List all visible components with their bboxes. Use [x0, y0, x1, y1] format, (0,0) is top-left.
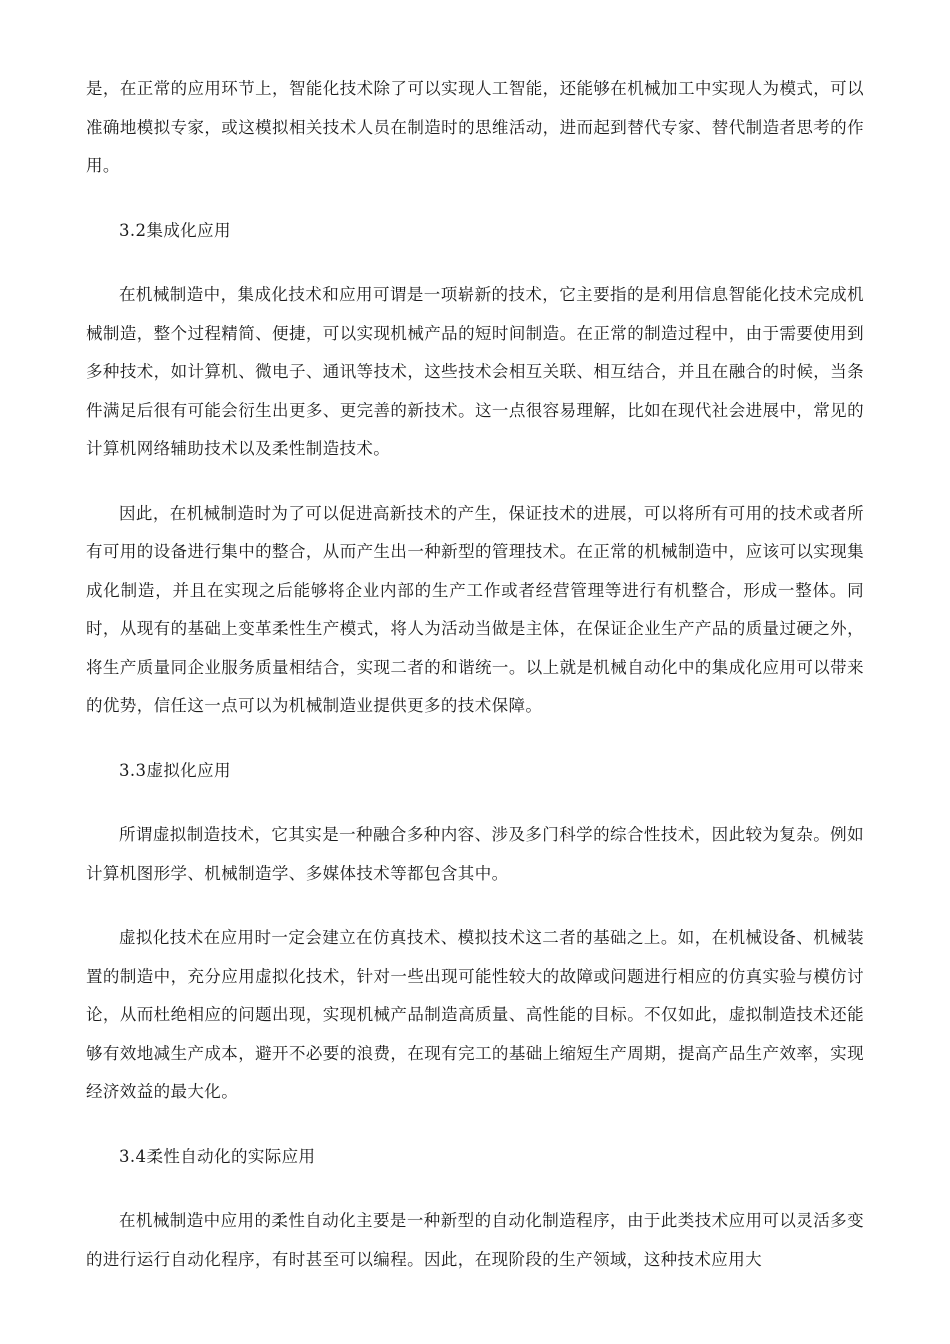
- section-heading-3-3: 3.3虚拟化应用: [119, 760, 231, 780]
- document-page: [86, 70, 864, 1305]
- paragraph-virtual-1: 所谓虚拟制造技术，它其实是一种融合多种内容、涉及多门科学的综合性技术，因此较为复杂。例如计算机图形学、机械制造学、多媒体技术等都包含其中。: [86, 825, 864, 883]
- paragraph-continuation: 是，在正常的应用环节上，智能化技术除了可以实现人工智能，还能够在机械加工中实现人为模式，可以准确地模拟专家，或这模拟相关技术人员在制造时的思维活动，进而起到替代专家、替代制造者思考的作用。: [86, 79, 864, 175]
- paragraph-integration-1: 在机械制造中，集成化技术和应用可谓是一项崭新的技术，它主要指的是利用信息智能化技术完成机械制造，整个过程精简、便捷，可以实现机械产品的短时间制造。在正常的制造过程中，由于需要使用到多种技术，如计算机、微电子、通讯等技术，这些技术会相互关联、相互结合，并且在融合的时候，当条件满足后很有可能会衍生出更多、更完善的新技术。这一点很容易理解，比如在现代社会进展中，常见的计算机网络辅助技术以及柔性制造技术。: [86, 285, 864, 458]
- section-heading-3-2: 3.2集成化应用: [119, 220, 231, 240]
- paragraph-integration-2: 因此，在机械制造时为了可以促进高新技术的产生，保证技术的进展，可以将所有可用的技术或者所有可用的设备进行集中的整合，从而产生出一种新型的管理技术。在正常的机械制造中，应该可以实现集成化制造，并且在实现之后能够将企业内部的生产工作或者经营管理等进行有机整合，形成一整体。同时，从现有的基础上变革柔性生产模式，将人为活动当做是主体，在保证企业生产产品的质量过硬之外，将生产质量同企业服务质量相结合，实现二者的和谐统一。以上就是机械自动化中的集成化应用可以带来的优势，信任这一点可以为机械制造业提供更多的技术保障。: [86, 503, 864, 715]
- section-heading-3-4: 3.4柔性自动化的实际应用: [119, 1146, 316, 1166]
- paragraph-virtual-2: 虚拟化技术在应用时一定会建立在仿真技术、模拟技术这二者的基础之上。如，在机械设备、机械装置的制造中，充分应用虚拟化技术，针对一些出现可能性较大的故障或问题进行相应的仿真实验与模仿讨论，从而杜绝相应的问题出现，实现机械产品制造高质量、高性能的目标。不仅如此，虚拟制造技术还能够有效地减生产成本，避开不必要的浪费，在现有完工的基础上缩短生产周期，提高产品生产效率，实现经济效益的最大化。: [86, 928, 864, 1101]
- paragraph-flexible-1: 在机械制造中应用的柔性自动化主要是一种新型的自动化制造程序，由于此类技术应用可以灵活多变的进行运行自动化程序，有时甚至可以编程。因此，在现阶段的生产领域，这种技术应用大: [86, 1211, 864, 1269]
